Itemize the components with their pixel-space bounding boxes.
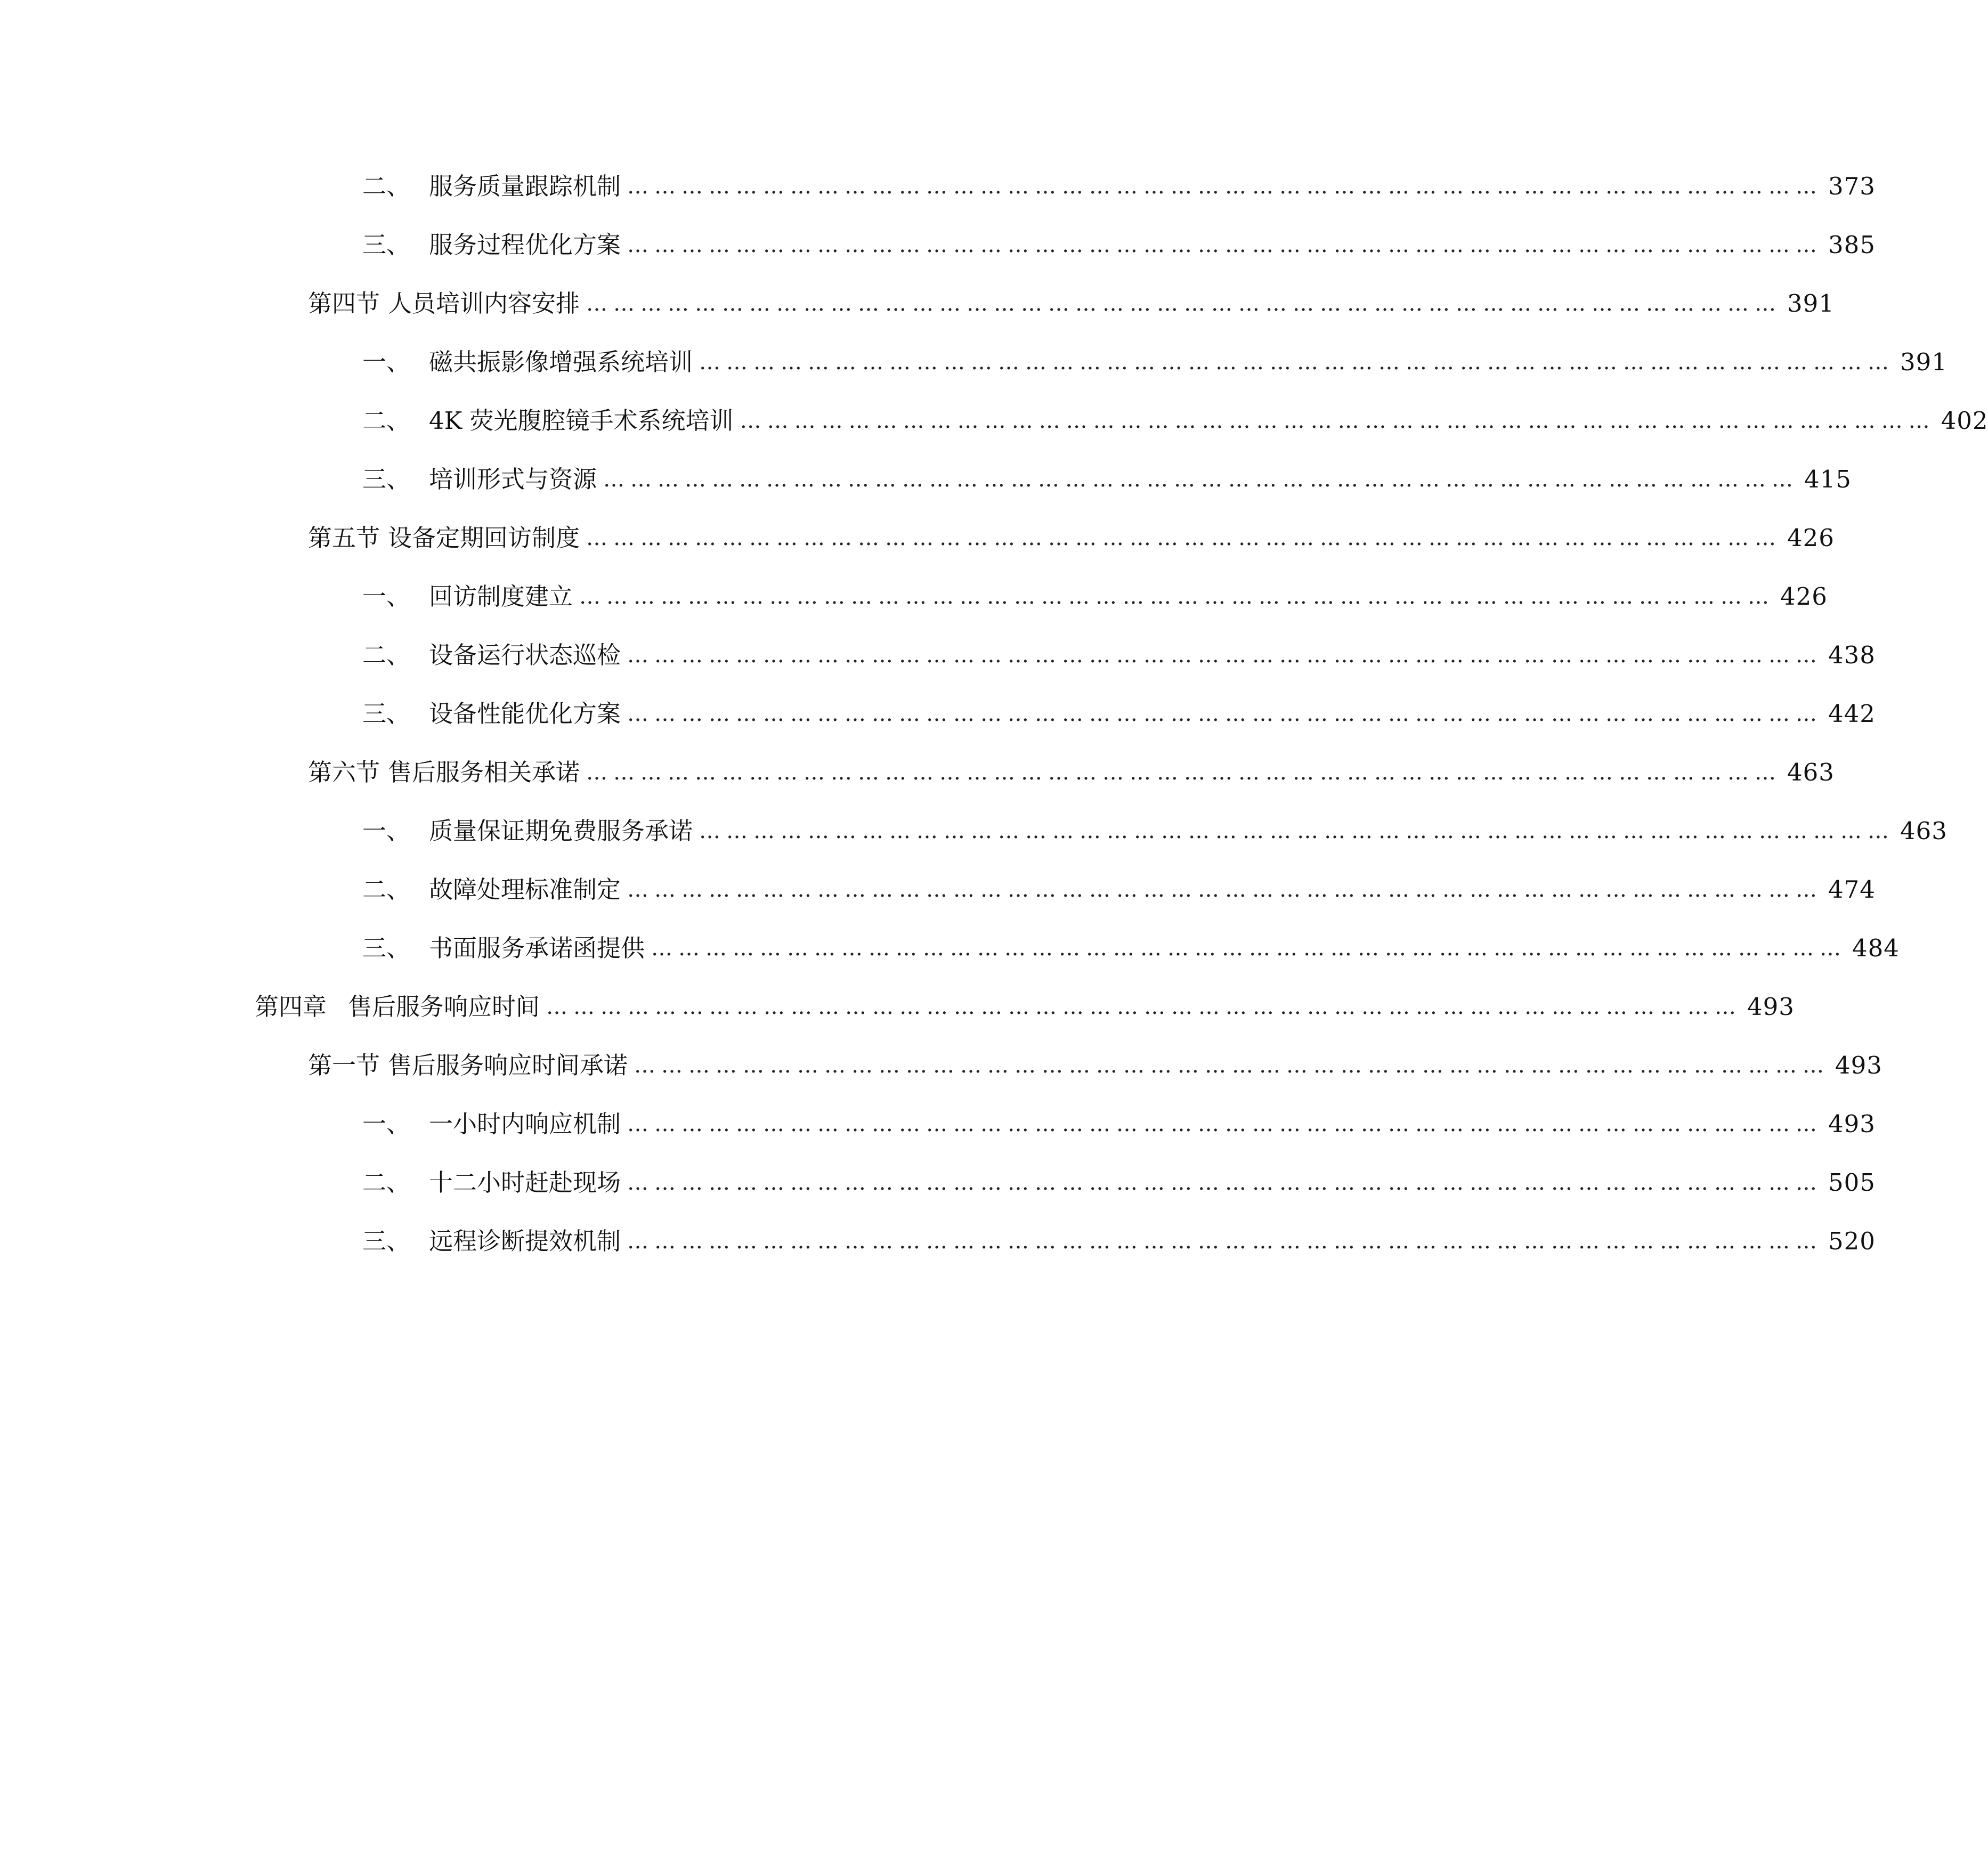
toc-entry-title: 质量保证期免费服务承诺 xyxy=(429,817,693,845)
dot-leader: …………………………………………………………………………………………………………………… xyxy=(627,1112,1823,1136)
dot-leader: …………………………………………………………………………………………………………………… xyxy=(627,643,1823,668)
toc-entry[interactable] xyxy=(362,226,1876,264)
dot-leader: …………………………………………………………………………………………………………………… xyxy=(627,1171,1823,1195)
toc-entry-number: 第六节 xyxy=(308,758,380,786)
toc-entry-number: 第四节 xyxy=(308,289,380,318)
dot-leader: …………………………………………………………………………………………………………………… xyxy=(627,877,1823,902)
toc-entry[interactable] xyxy=(308,1047,1882,1084)
toc-entry-page-number: 484 xyxy=(1852,934,1900,962)
toc-entry-page-number: 402 xyxy=(1941,407,1988,435)
toc-entry-number: 二、 xyxy=(362,641,411,669)
toc-entry-page-number: 463 xyxy=(1900,817,1948,845)
dot-leader: …………………………………………………………………………………………………………………… xyxy=(579,584,1775,609)
dot-leader: …………………………………………………………………………………………………………………… xyxy=(546,995,1742,1019)
toc-entry-number: 三、 xyxy=(362,465,411,493)
toc-entry[interactable] xyxy=(308,285,1835,322)
toc-entry-page-number: 438 xyxy=(1828,641,1876,669)
toc-entry-title: 人员培训内容安排 xyxy=(388,289,580,318)
dot-leader: …………………………………………………………………………………………………………………… xyxy=(634,1053,1830,1078)
toc-entry-page-number: 415 xyxy=(1804,465,1852,493)
toc-entry-page-number: 442 xyxy=(1828,700,1876,728)
toc-entry[interactable] xyxy=(255,988,1795,1026)
toc-entry-number: 三、 xyxy=(362,700,411,728)
toc-entry[interactable] xyxy=(362,637,1876,674)
toc-entry-title: 售后服务响应时间 xyxy=(348,993,540,1021)
toc-entry-number: 第五节 xyxy=(308,524,380,552)
toc-entry-page-number: 505 xyxy=(1828,1168,1876,1197)
toc-entry-page-number: 493 xyxy=(1835,1051,1882,1079)
toc-entry-page-number: 426 xyxy=(1787,524,1835,552)
toc-entry-page-number: 463 xyxy=(1787,758,1835,786)
toc-entry-title: 售后服务相关承诺 xyxy=(388,758,580,786)
dot-leader: …………………………………………………………………………………………………………………… xyxy=(651,936,1847,961)
toc-entry-page-number: 493 xyxy=(1747,993,1795,1021)
toc-entry[interactable] xyxy=(362,1106,1876,1143)
toc-entry-number: 一、 xyxy=(362,582,411,611)
dot-leader: …………………………………………………………………………………………………………………… xyxy=(627,174,1823,199)
toc-entry[interactable] xyxy=(362,344,1948,381)
toc-entry-number: 第四章 xyxy=(255,993,327,1021)
toc-entry-number: 第一节 xyxy=(308,1051,380,1079)
toc-entry-number: 二、 xyxy=(362,407,411,435)
dot-leader: …………………………………………………………………………………………………………………… xyxy=(627,1229,1823,1254)
toc-entry-number: 二、 xyxy=(362,172,411,200)
toc-entry[interactable] xyxy=(362,461,1852,498)
toc-entry-number: 二、 xyxy=(362,1168,411,1197)
toc-entry-title: 4K 荧光腹腔镜手术系统培训 xyxy=(429,407,734,435)
toc-entry[interactable] xyxy=(362,1164,1876,1201)
toc-entry-page-number: 391 xyxy=(1900,348,1948,376)
dot-leader: …………………………………………………………………………………………………………………… xyxy=(627,233,1823,257)
dot-leader: …………………………………………………………………………………………………………………… xyxy=(586,760,1782,785)
toc-entry-title: 磁共振影像增强系统培训 xyxy=(429,348,693,376)
toc-entry-title: 一小时内响应机制 xyxy=(429,1110,621,1138)
toc-entry-title: 设备性能优化方案 xyxy=(429,700,621,728)
toc-entry[interactable] xyxy=(308,519,1835,557)
toc-entry-page-number: 426 xyxy=(1780,582,1828,611)
toc-entry-title: 服务过程优化方案 xyxy=(429,231,621,259)
toc-entry-number: 二、 xyxy=(362,875,411,904)
toc-entry-title: 回访制度建立 xyxy=(429,582,573,611)
toc-entry-number: 一、 xyxy=(362,348,411,376)
toc-entry[interactable] xyxy=(362,930,1900,967)
toc-entry-number: 三、 xyxy=(362,1227,411,1255)
toc-entry[interactable] xyxy=(362,695,1876,733)
dot-leader: …………………………………………………………………………………………………………………… xyxy=(699,819,1895,843)
toc-entry-title: 远程诊断提效机制 xyxy=(429,1227,621,1255)
toc-entry[interactable] xyxy=(362,871,1876,908)
toc-entry-number: 一、 xyxy=(362,817,411,845)
toc-entry-page-number: 474 xyxy=(1828,875,1876,904)
toc-entry-number: 三、 xyxy=(362,231,411,259)
toc-entry-title: 故障处理标准制定 xyxy=(429,875,621,904)
dot-leader: …………………………………………………………………………………………………………………… xyxy=(699,350,1895,375)
toc-entry-title: 培训形式与资源 xyxy=(429,465,597,493)
dot-leader: …………………………………………………………………………………………………………………… xyxy=(586,291,1782,316)
toc-entry[interactable] xyxy=(362,812,1948,850)
toc-entry[interactable] xyxy=(362,168,1876,205)
toc-entry-title: 书面服务承诺函提供 xyxy=(429,934,645,962)
toc-entry-page-number: 391 xyxy=(1787,289,1835,318)
dot-leader: …………………………………………………………………………………………………………………… xyxy=(603,467,1799,492)
toc-entry-title: 十二小时赶赴现场 xyxy=(429,1168,621,1197)
toc-entry-page-number: 520 xyxy=(1828,1227,1876,1255)
toc-entry[interactable] xyxy=(362,1223,1876,1260)
toc-entry-page-number: 373 xyxy=(1828,172,1876,200)
toc-entry-title: 售后服务响应时间承诺 xyxy=(388,1051,628,1079)
toc-entry-title: 设备定期回访制度 xyxy=(388,524,580,552)
toc-entry-number: 一、 xyxy=(362,1110,411,1138)
dot-leader: …………………………………………………………………………………………………………………… xyxy=(627,702,1823,726)
toc-entry-page-number: 385 xyxy=(1828,231,1876,259)
dot-leader: …………………………………………………………………………………………………………………… xyxy=(586,526,1782,550)
toc-entry[interactable] xyxy=(308,754,1835,791)
toc-entry[interactable] xyxy=(362,578,1828,615)
toc-entry-number: 三、 xyxy=(362,934,411,962)
toc-entry-title: 设备运行状态巡检 xyxy=(429,641,621,669)
dot-leader: …………………………………………………………………………………………………………………… xyxy=(740,409,1936,433)
toc-entry-title: 服务质量跟踪机制 xyxy=(429,172,621,200)
toc-entry-page-number: 493 xyxy=(1828,1110,1876,1138)
toc-entry[interactable] xyxy=(362,402,1988,440)
